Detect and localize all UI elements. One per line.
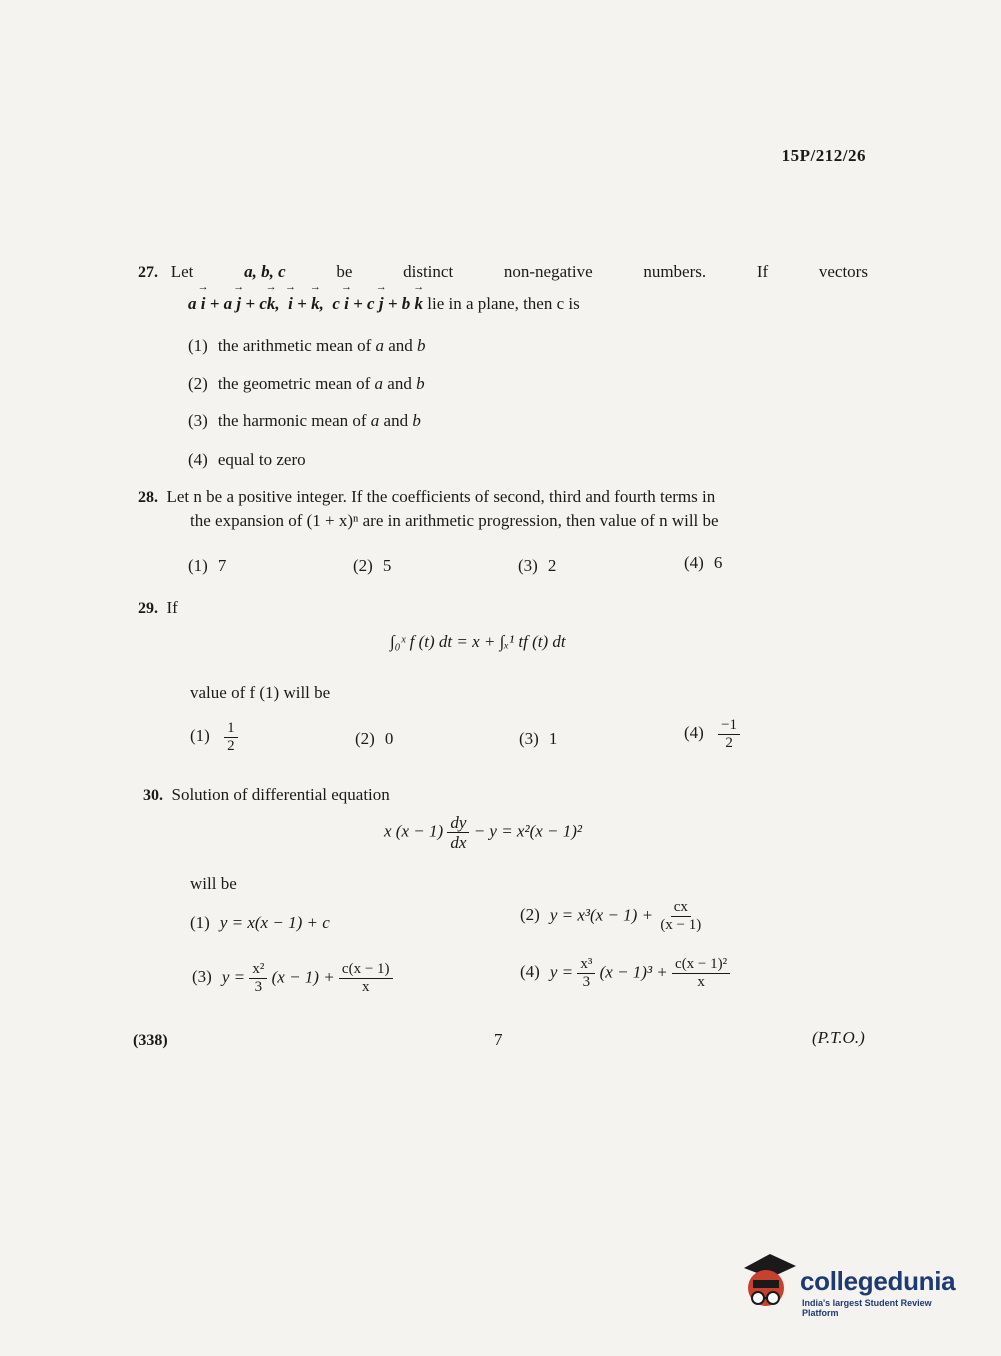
word: Let: [170, 262, 194, 281]
brand-tagline: India's largest Student Review Platform: [802, 1298, 932, 1318]
fraction: $\frac{-1}{2}$: [718, 718, 740, 751]
option-var: b: [417, 336, 426, 355]
brand-name: collegedunia: [800, 1266, 956, 1296]
option-text: 0: [384, 729, 394, 748]
word: be: [336, 262, 353, 281]
option-number: (3): [519, 729, 539, 748]
question-number: 30.: [143, 787, 163, 804]
option-number: (4): [188, 450, 208, 469]
option-text: the geometric mean of: [217, 374, 371, 393]
option-var: a: [374, 374, 384, 393]
option-number: (3): [192, 967, 212, 987]
option-text: 7: [217, 556, 227, 575]
question-27-line1: [138, 262, 868, 282]
option-number: (1): [190, 913, 210, 932]
option-number: (1): [188, 336, 208, 355]
option-number: (4): [684, 723, 704, 743]
q27-option-4[interactable]: [188, 450, 306, 470]
question-28: [138, 487, 878, 531]
q29-option-4[interactable]: [684, 718, 740, 751]
option-text: the harmonic mean of: [217, 411, 367, 430]
question-27: [138, 262, 868, 314]
fraction: $\frac{\text{c(x − 1)²}}{x}$: [672, 957, 730, 990]
option-number: (4): [684, 553, 704, 572]
word: a, b, c: [244, 262, 286, 281]
q30-option-4[interactable]: [520, 957, 730, 990]
q29-question: value of f (1) will be: [190, 683, 331, 702]
question-text: Let n be a positive integer. If the coefficients of second, third and fourth terms in: [166, 487, 716, 506]
option-var: a: [370, 411, 380, 430]
option-number: (2): [188, 374, 208, 393]
option-text: 2: [547, 556, 557, 575]
q28-option-3[interactable]: [518, 556, 556, 576]
q29-option-1[interactable]: [190, 721, 238, 754]
option-text: y =: [549, 962, 574, 982]
footer-code: (338): [133, 1032, 168, 1049]
q28-option-2[interactable]: [353, 556, 391, 576]
option-number: (4): [520, 962, 540, 982]
word: numbers.: [643, 262, 707, 281]
pto-label: (P.T.O.): [812, 1028, 865, 1047]
mascot-logo-icon: [738, 1250, 798, 1316]
option-var: b: [416, 374, 425, 393]
vector-expression: a → i + a → j + c→ k, → i + → k, c → i + c → j + b → k: [188, 294, 423, 313]
fraction: $\frac{1}{2}$: [224, 721, 238, 754]
fraction: $\frac{c(x - 1)}{x}$: [339, 962, 393, 995]
option-text: y = x³(x − 1) +: [549, 905, 654, 925]
question-28-line1: [138, 487, 878, 507]
option-text: and: [388, 336, 413, 355]
question-number: 29.: [138, 600, 158, 617]
question-27-tail: lie in a plane, then c is: [427, 294, 580, 313]
option-var: b: [412, 411, 421, 430]
q29-option-3[interactable]: [519, 729, 557, 749]
option-text: 5: [382, 556, 392, 575]
q30-equation: x (x − 1) $\frac{dy}{dx}$ − y = x²(x − 1)²: [384, 813, 583, 852]
q27-option-3[interactable]: [188, 411, 421, 431]
page-number: 7: [494, 1030, 503, 1049]
question-27-line2: [188, 294, 868, 314]
option-text: the arithmetic mean of: [217, 336, 372, 355]
word: non-negative: [503, 262, 593, 281]
fraction: $\frac{dy}{dx}$: [447, 814, 469, 851]
option-number: (1): [188, 556, 208, 575]
option-text: y = x(x − 1) + c: [219, 913, 330, 932]
paper-code: 15P/212/26: [781, 146, 866, 165]
option-number: (2): [355, 729, 375, 748]
q30-will-be: will be: [190, 874, 237, 893]
q29-equation: ∫₀ˣ f (t) dt = x + ∫ₓ¹ tf (t) dt: [390, 632, 566, 651]
option-text: and: [387, 374, 412, 393]
option-text: and: [383, 411, 409, 430]
option-text: 1: [548, 729, 558, 748]
q27-option-2[interactable]: [188, 374, 425, 394]
option-number: (2): [353, 556, 373, 575]
question-28-line2: the expansion of (1 + x)ⁿ are in arithmetic progression, then value of n will be: [190, 511, 719, 530]
question-number: 27.: [138, 264, 158, 281]
option-number: (3): [518, 556, 538, 575]
question-30: [143, 785, 390, 805]
q27-option-1[interactable]: [188, 336, 426, 356]
q29-option-2[interactable]: [355, 729, 393, 749]
option-text: y =: [221, 967, 246, 987]
q28-option-4[interactable]: [684, 553, 722, 573]
question-29: [138, 598, 178, 618]
question-number: 28.: [138, 489, 158, 506]
option-text: equal to zero: [217, 450, 306, 469]
q30-option-2[interactable]: [520, 900, 704, 933]
question-text: If: [166, 598, 178, 617]
fraction: $\frac{\text{x²}}{3}$: [249, 962, 267, 995]
word: If: [756, 262, 769, 281]
option-number: (1): [190, 726, 210, 746]
option-text: 6: [713, 553, 723, 572]
option-number: (2): [520, 905, 540, 925]
question-text: Solution of differential equation: [171, 785, 390, 804]
option-text: (x − 1)³ +: [599, 962, 668, 982]
collegedunia-watermark: [738, 1250, 968, 1320]
fraction: $\frac{\text{x³}}{3}$: [577, 957, 595, 990]
word: vectors: [818, 262, 868, 281]
q28-option-1[interactable]: [188, 556, 226, 576]
word: distinct: [403, 262, 454, 281]
option-var: a: [375, 336, 384, 355]
option-text: (x − 1) +: [271, 967, 335, 987]
option-number: (3): [188, 411, 208, 430]
q30-option-1[interactable]: [190, 913, 330, 933]
fraction: $\frac{cx}{(x - 1)}$: [660, 899, 702, 933]
q30-option-3[interactable]: [192, 962, 393, 995]
